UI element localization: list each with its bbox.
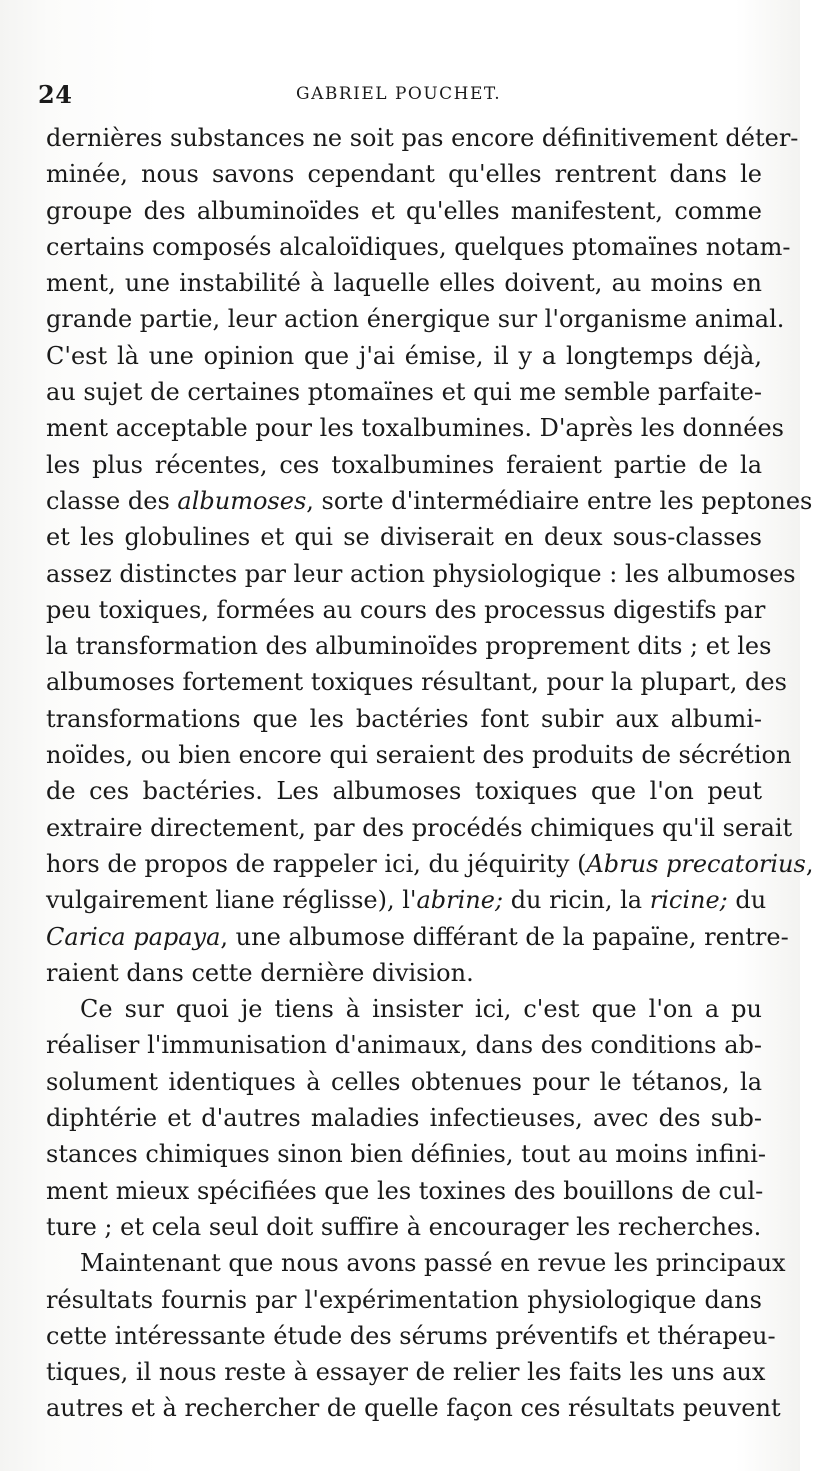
text-line: extraire directement, par des procédés chimiques qu'il serait	[46, 813, 793, 842]
text-line: cette intéressante étude des sérums préventifs et thérapeu-	[46, 1321, 776, 1350]
running-head: GABRIEL POUCHET.	[296, 84, 502, 104]
text-line: peu toxiques, formées au cours des processus digestifs par	[46, 595, 766, 624]
text-line: et les globulines et qui se diviserait en deux sous-classes	[46, 523, 762, 552]
text-line: grande partie, leur action énergique sur l'organisme animal.	[46, 305, 785, 334]
text-line: stances chimiques sinon bien définies, tout au moins infini-	[46, 1140, 766, 1169]
text-line: classe des albumoses, sorte d'intermédiaire entre les peptones	[46, 486, 813, 515]
text-line: transformations que les bactéries font subir aux albumi-	[46, 704, 762, 733]
text-line: ment, une instabilité à laquelle elles doivent, au moins en	[46, 269, 762, 298]
text-line: vulgairement liane réglisse), l'abrine; du ricin, la ricine; du	[46, 886, 767, 915]
text-line: noïdes, ou bien encore qui seraient des produits de sécrétion	[46, 741, 792, 770]
text-line: certains composés alcaloïdiques, quelques ptomaïnes notam-	[46, 232, 791, 261]
text-line: dernières substances ne soit pas encore définitivement déter-	[46, 124, 799, 152]
text-line: autres et à rechercher de quelle façon ces résultats peuvent	[46, 1394, 781, 1423]
text-line: hors de propos de rappeler ici, du jéquirity (Abrus precatorius,	[46, 849, 813, 878]
text-line: ment mieux spécifiées que les toxines des bouillons de cul-	[46, 1176, 764, 1205]
paragraph	[46, 1245, 786, 1426]
paragraph	[46, 991, 766, 1245]
paragraph	[46, 120, 813, 991]
text-line: au sujet de certaines ptomaïnes et qui me semble parfaite-	[46, 378, 762, 407]
text-line: diphtérie et d'autres maladies infectieuses, avec des sub-	[46, 1104, 762, 1133]
text-line: assez distinctes par leur action physiologique : les albumoses	[46, 559, 796, 588]
text-line: de ces bactéries. Les albumoses toxiques que l'on peut	[46, 777, 762, 806]
text-line: ment acceptable pour les toxalbumines. D'après les données	[46, 414, 784, 443]
text-line: albumoses fortement toxiques résultant, pour la plupart, des	[46, 668, 787, 697]
text-line: réaliser l'immunisation d'animaux, dans des conditions ab-	[46, 1031, 762, 1060]
text-line: C'est là une opinion que j'ai émise, il y a longtemps déjà,	[46, 341, 762, 370]
body-text	[46, 120, 813, 1427]
text-line: les plus récentes, ces toxalbumines feraient partie de la	[46, 450, 762, 479]
text-line: ture ; et cela seul doit suffire à encourager les recherches.	[46, 1212, 762, 1241]
text-line: la transformation des albuminoïdes proprement dits ; et les	[46, 632, 772, 661]
text-line: Carica papaya, une albumose différant de la papaïne, rentre-	[46, 922, 789, 951]
text-line: Ce sur quoi je tiens à insister ici, c'est que l'on a pu	[80, 995, 762, 1024]
text-line: Maintenant que nous avons passé en revue les principaux	[80, 1249, 786, 1278]
page-header	[38, 80, 758, 112]
text-line: solument identiques à celles obtenues pour le tétanos, la	[46, 1067, 762, 1096]
text-line: minée, nous savons cependant qu'elles rentrent dans le	[46, 160, 762, 189]
text-line: tiques, il nous reste à essayer de relier les faits les uns aux	[46, 1358, 766, 1387]
text-line: résultats fournis par l'expérimentation physiologique dans	[46, 1285, 762, 1314]
text-line: groupe des albuminoïdes et qu'elles manifestent, comme	[46, 196, 762, 225]
text-line: raient dans cette dernière division.	[46, 958, 474, 987]
page-number: 24	[38, 80, 73, 109]
